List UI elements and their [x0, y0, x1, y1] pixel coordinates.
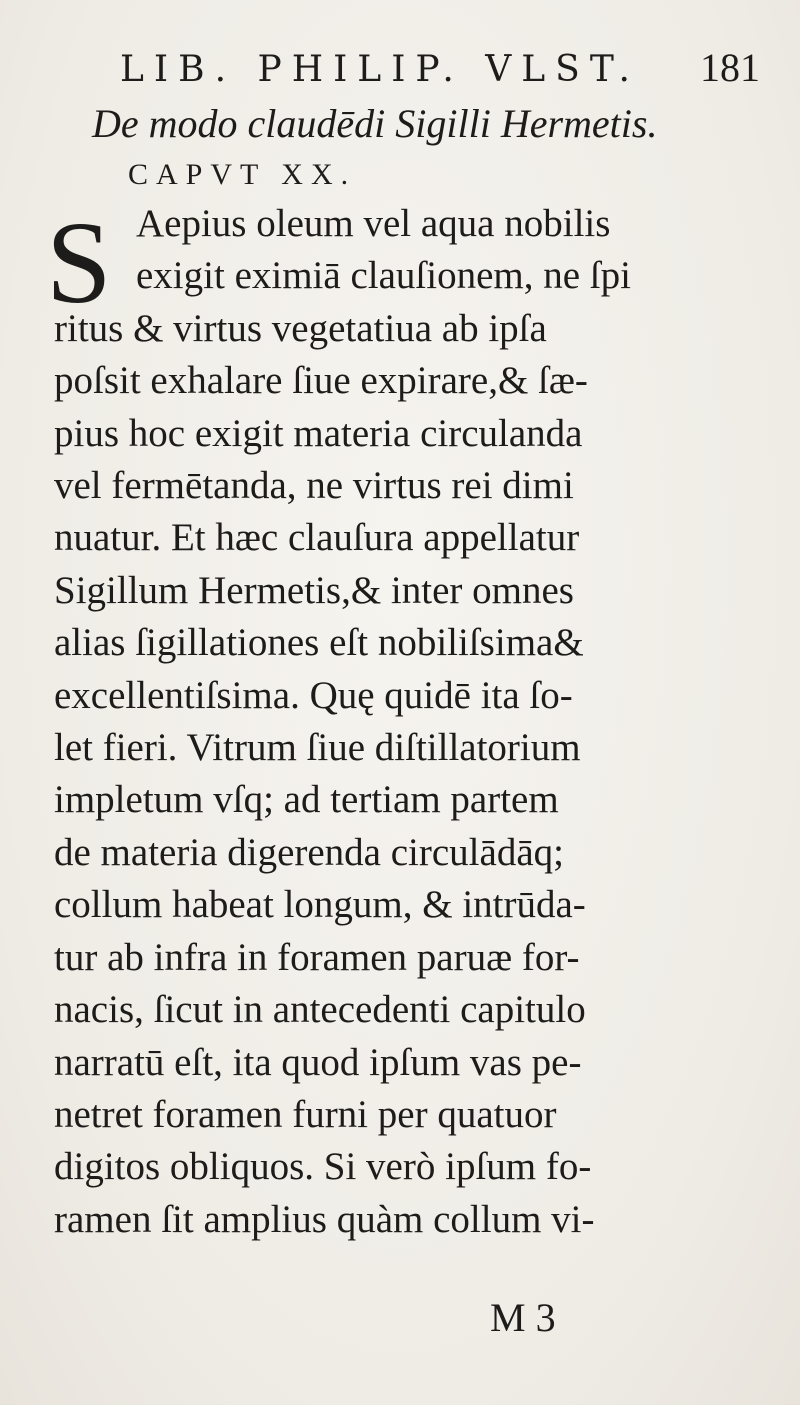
text-line: ritus & virtus vegetatiua ab ipſa: [54, 306, 547, 350]
text-line: collum habeat longum, & intrūda-: [54, 883, 586, 927]
text-line: ramen ſit amplius quàm collum vi-: [54, 1197, 595, 1241]
signature-mark: M 3: [490, 1295, 556, 1340]
text-line: nuatur. Et hæc clauſura appellatur: [54, 516, 580, 560]
text-line: narratū eſt, ita quod ipſum vas pe-: [54, 1040, 582, 1084]
text-line: tur ab infra in foramen paruæ for-: [54, 935, 580, 979]
text-line: de materia digerenda circulādāq;: [54, 830, 564, 874]
text-line: vel fermētanda, ne virtus rei dimi: [54, 464, 574, 508]
running-head: [120, 44, 760, 100]
text-line: poſsit exhalare ſiue expirare,& ſæ-: [54, 359, 588, 403]
page-number: 181: [700, 45, 760, 90]
text-line: let fieri. Vitrum ſiue diſtillatorium: [54, 726, 581, 770]
text-line: alias ſigillationes eſt nobiliſsima&: [54, 621, 584, 665]
text-line: Aepius oleum vel aqua nobilis: [136, 202, 611, 245]
text-line: digitos obliquos. Si verò ipſum fo-: [54, 1145, 592, 1189]
running-title: LIB. PHILIP. VLST.: [120, 49, 640, 90]
drop-initial: S: [46, 197, 112, 328]
text-line: impletum vſq; ad tertiam partem: [54, 778, 559, 822]
body-text: [54, 198, 754, 1246]
section-title: De modo claudēdi Sigilli Hermetis.: [92, 101, 658, 146]
text-line: nacis, ſicut in antecedenti capitulo: [54, 988, 586, 1032]
text-line: exigit eximiā clauſionem, ne ſpi: [136, 254, 631, 298]
chapter-heading: CAPVT XX.: [128, 158, 357, 191]
text-line: Sigillum Hermetis,& inter omnes: [54, 568, 574, 612]
text-line: netret foramen furni per quatuor: [54, 1092, 557, 1136]
text-line: excellentiſsima. Quę quidē ita ſo-: [54, 673, 573, 717]
text-line: pius hoc exigit materia circulanda: [54, 411, 583, 455]
